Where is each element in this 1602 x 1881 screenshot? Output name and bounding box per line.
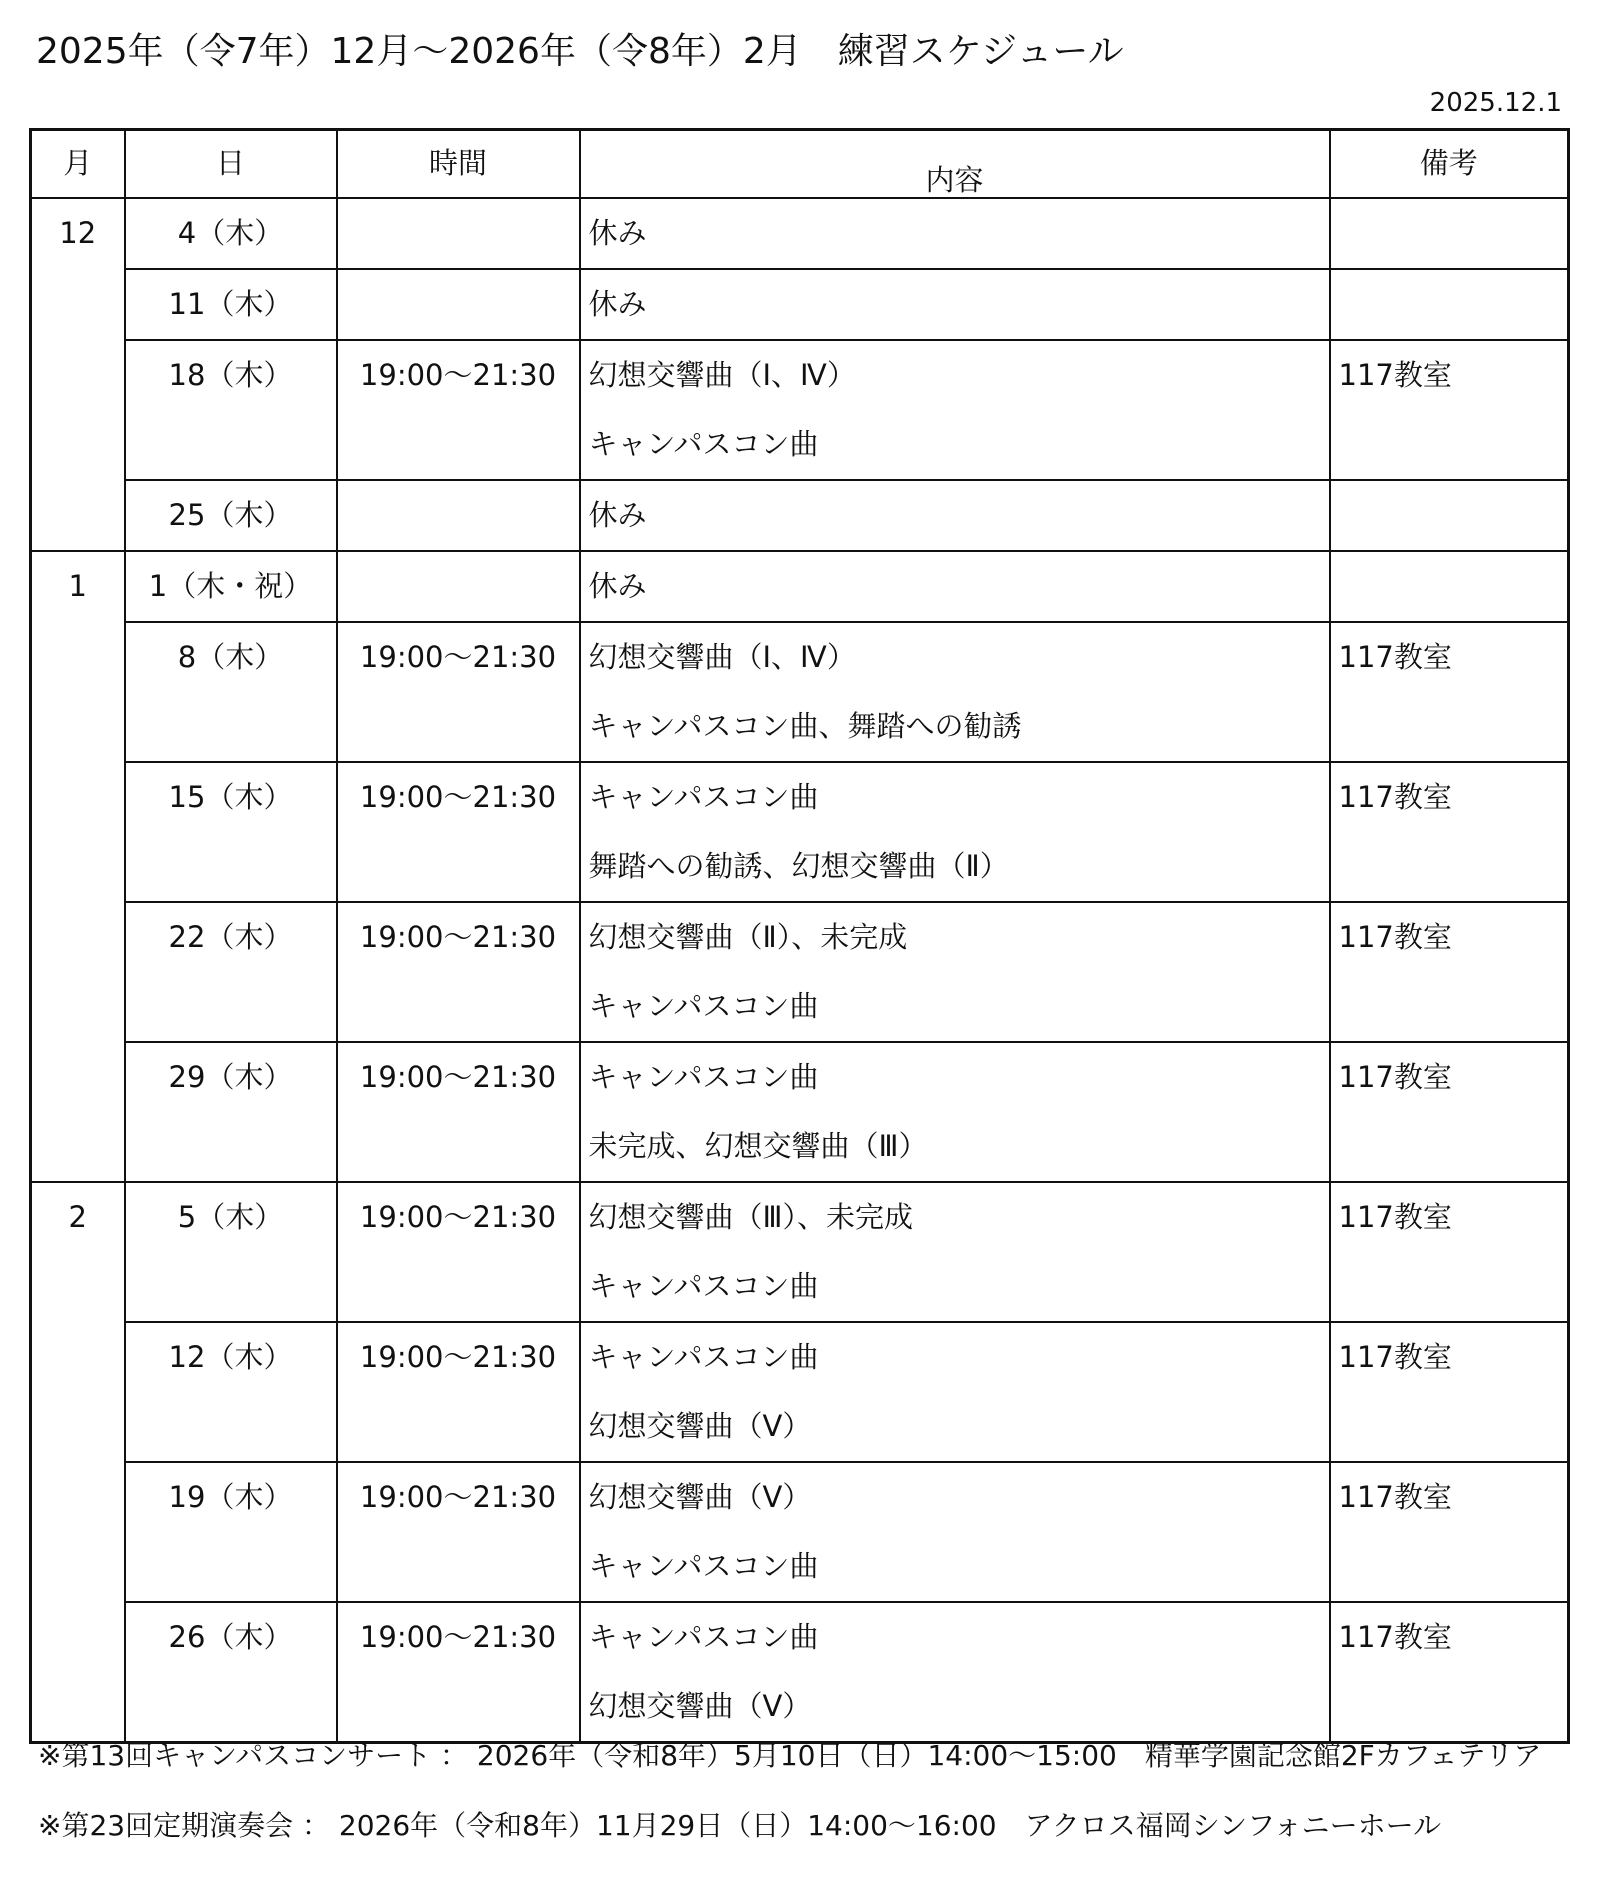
note-cell <box>1330 480 1569 551</box>
content-line: 休み <box>588 498 647 532</box>
time-cell: 19:00～21:30 <box>337 622 580 762</box>
time-cell: 19:00～21:30 <box>337 340 580 480</box>
content-line: キャンパスコン曲 <box>588 1549 819 1583</box>
content-cell <box>580 1042 1330 1182</box>
table-row <box>31 1182 1569 1322</box>
content-line: キャンパスコン曲、舞踏への勧誘 <box>588 709 1022 743</box>
time-cell <box>337 269 580 340</box>
header-note: 備考 <box>1330 130 1569 199</box>
content-line: 幻想交響曲（Ⅲ）、未完成 <box>588 1200 913 1234</box>
content-cell <box>580 1182 1330 1322</box>
content-line: キャンパスコン曲 <box>588 780 819 814</box>
day-cell: 11（木） <box>125 269 337 340</box>
time-cell: 19:00～21:30 <box>337 762 580 902</box>
header-time: 時間 <box>337 130 580 199</box>
note-cell <box>1330 198 1569 269</box>
day-cell: 5（木） <box>125 1182 337 1322</box>
content-line: 休み <box>588 216 647 250</box>
issue-date: 2025.12.1 <box>1429 88 1562 118</box>
time-cell: 19:00～21:30 <box>337 1182 580 1322</box>
content-line: 幻想交響曲（Ⅴ） <box>588 1689 812 1723</box>
note-cell <box>1330 269 1569 340</box>
header-month: 月 <box>31 130 125 199</box>
table-row <box>31 622 1569 762</box>
content-cell <box>580 622 1330 762</box>
day-cell: 18（木） <box>125 340 337 480</box>
day-cell: 22（木） <box>125 902 337 1042</box>
day-cell: 12（木） <box>125 1322 337 1462</box>
note-cell: 117教室 <box>1330 340 1569 480</box>
table-row <box>31 340 1569 480</box>
table-row <box>31 198 1569 269</box>
note-cell: 117教室 <box>1330 902 1569 1042</box>
content-cell <box>580 762 1330 902</box>
table-row <box>31 1462 1569 1602</box>
content-line: キャンパスコン曲 <box>588 427 819 461</box>
time-cell: 19:00～21:30 <box>337 1602 580 1743</box>
header-day: 日 <box>125 130 337 199</box>
time-cell <box>337 480 580 551</box>
table-row <box>31 762 1569 902</box>
footnote-campus-concert: ※第13回キャンパスコンサート ： 2026年（令和8年）5月10日（日）14:00～15:00 精華学園記念館2Fカフェテリア <box>38 1739 1542 1772</box>
content-line: キャンパスコン曲 <box>588 1269 819 1303</box>
time-cell: 19:00～21:30 <box>337 1462 580 1602</box>
content-line: キャンパスコン曲 <box>588 989 819 1023</box>
month-cell: 1 <box>31 551 125 1182</box>
content-line: 未完成、幻想交響曲（Ⅲ） <box>588 1129 928 1163</box>
table-row <box>31 1322 1569 1462</box>
header-content: 内容 <box>580 130 1330 199</box>
content-line: 幻想交響曲（Ⅰ、Ⅳ） <box>588 640 856 674</box>
day-cell: 29（木） <box>125 1042 337 1182</box>
time-cell: 19:00～21:30 <box>337 1322 580 1462</box>
content-line: キャンパスコン曲 <box>588 1060 819 1094</box>
table-row <box>31 1042 1569 1182</box>
month-cell: 12 <box>31 198 125 551</box>
day-cell: 26（木） <box>125 1602 337 1743</box>
table-row <box>31 551 1569 622</box>
day-cell: 19（木） <box>125 1462 337 1602</box>
day-cell: 4（木） <box>125 198 337 269</box>
content-cell <box>580 551 1330 622</box>
content-line: 舞踏への勧誘、幻想交響曲（Ⅱ） <box>588 849 1009 883</box>
table-row <box>31 269 1569 340</box>
content-line: キャンパスコン曲 <box>588 1620 819 1654</box>
header-row <box>31 130 1569 199</box>
content-cell <box>580 198 1330 269</box>
content-line: 幻想交響曲（Ⅰ、Ⅳ） <box>588 358 856 392</box>
note-cell: 117教室 <box>1330 1042 1569 1182</box>
day-cell: 8（木） <box>125 622 337 762</box>
page-title: 2025年（令7年）12月～2026年（令8年）2月 練習スケジュール <box>36 31 1124 72</box>
schedule-table <box>29 128 1570 1744</box>
note-cell: 117教室 <box>1330 1182 1569 1322</box>
month-cell: 2 <box>31 1182 125 1743</box>
table-row <box>31 1602 1569 1743</box>
content-line: キャンパスコン曲 <box>588 1340 819 1374</box>
content-line: 休み <box>588 569 647 603</box>
day-cell: 25（木） <box>125 480 337 551</box>
content-cell <box>580 902 1330 1042</box>
day-cell: 1（木・祝） <box>125 551 337 622</box>
note-cell: 117教室 <box>1330 622 1569 762</box>
content-cell <box>580 480 1330 551</box>
content-line: 休み <box>588 287 647 321</box>
content-cell <box>580 1602 1330 1743</box>
time-cell: 19:00～21:30 <box>337 902 580 1042</box>
table-row <box>31 480 1569 551</box>
note-cell: 117教室 <box>1330 1602 1569 1743</box>
content-line: 幻想交響曲（Ⅴ） <box>588 1409 812 1443</box>
content-cell <box>580 340 1330 480</box>
table-row <box>31 902 1569 1042</box>
day-cell: 15（木） <box>125 762 337 902</box>
time-cell: 19:00～21:30 <box>337 1042 580 1182</box>
schedule-body <box>31 198 1569 1743</box>
note-cell <box>1330 551 1569 622</box>
content-cell <box>580 269 1330 340</box>
content-cell <box>580 1322 1330 1462</box>
content-line: 幻想交響曲（Ⅴ） <box>588 1480 812 1514</box>
time-cell <box>337 551 580 622</box>
note-cell: 117教室 <box>1330 1322 1569 1462</box>
content-line: 幻想交響曲（Ⅱ）、未完成 <box>588 920 908 954</box>
footnote-regular-concert: ※第23回定期演奏会 ： 2026年（令和8年）11月29日（日）14:00～16:00 アクロス福岡シンフォニーホール <box>38 1809 1442 1842</box>
note-cell: 117教室 <box>1330 1462 1569 1602</box>
time-cell <box>337 198 580 269</box>
content-cell <box>580 1462 1330 1602</box>
note-cell: 117教室 <box>1330 762 1569 902</box>
